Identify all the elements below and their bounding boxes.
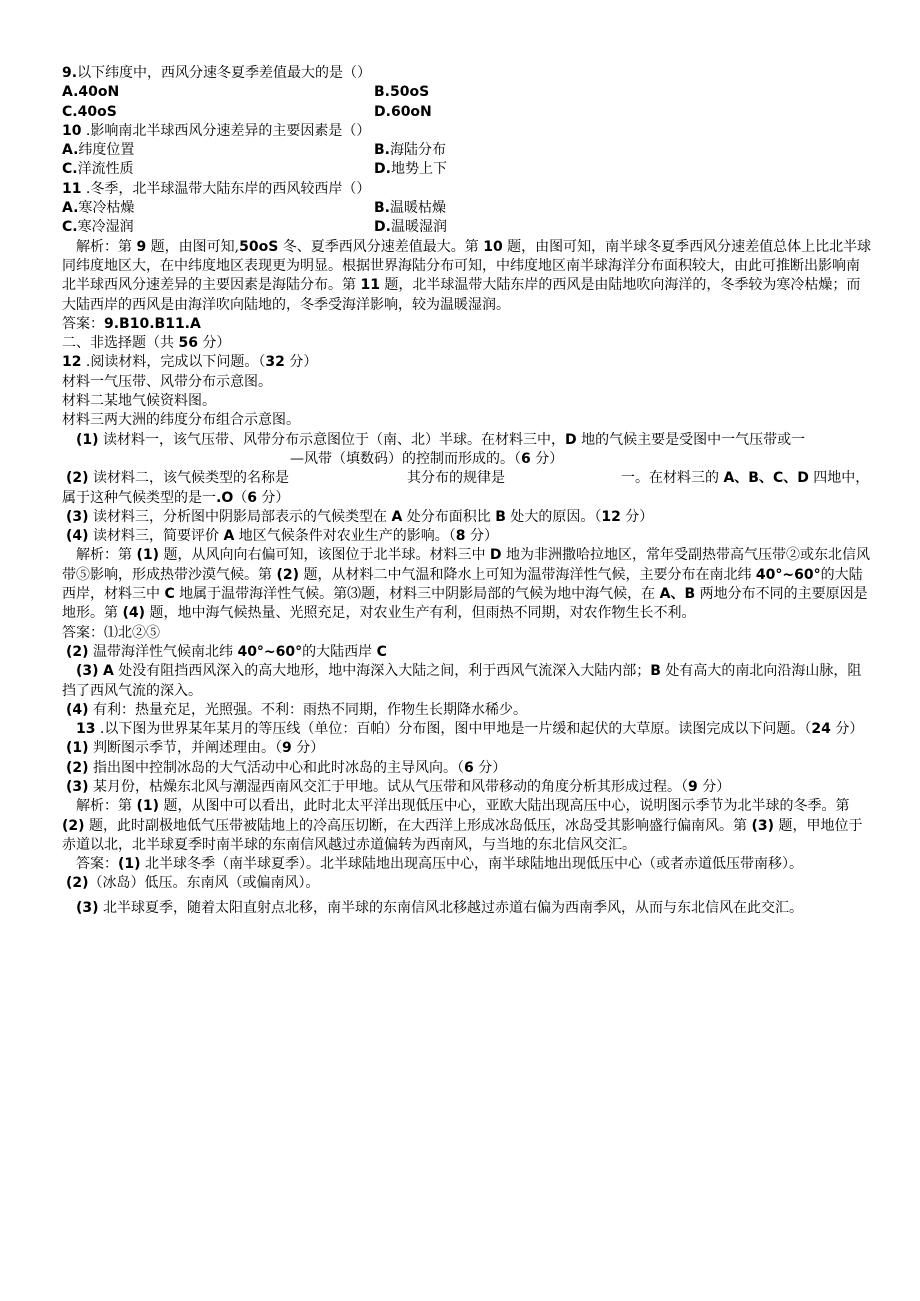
explanation-13: 解析：第 (1) 题，从图中可以看出，此时北太平洋出现低压中心，亚欧大陆出现高压中心，说明图示季节为北半球的冬季。第 (2) 题，此时副极地低气压带被陆地上的冷高压切断，在大西洋上形成冰岛低压，冰岛受其影响盛行偏南风。第 (3) 题，甲地位于赤道以北，北半球夏季时南半球的东南信风越过赤道偏转为西南风，与当地的东北信风交汇。 xyxy=(62,798,863,853)
q12-sub-3: (3) 读材料三，分析图中阴影局部表示的气候类型在 A 处分布面积比 B 处大的原因。（12 分） xyxy=(66,508,654,525)
document-page xyxy=(62,64,872,920)
section-2-heading: 二、非选择题（共 56 分） xyxy=(62,335,231,352)
explanation-12: 解析：第 (1) 题，从风向向右偏可知，该图位于北半球。材料三中 D 地为非洲撒哈拉地区，常年受副热带高气压带②或东北信风带⑤影响，形成热带沙漠气候。第 (2) 题，从材料二中气温和降水上可知为温带海洋性气候，主要分布在南北纬 40°~60°的大陆西岸，材料三中 C 地属于温带海洋性气候。第⑶题，材料三中阴影局部的气候为地中海气候，在 A、B 两地分布不同的主要原因是地形。第 (4) 题，地中海气候热量、光照充足，对农业生产有利，但雨热不同期，对农作物生长不利。 xyxy=(62,547,870,622)
q12-sub-4: (4) 读材料三，简要评价 A 地区气候条件对农业生产的影响。（8 分） xyxy=(66,528,498,545)
q13-sub-2: (2) 指出图中控制冰岛的大气活动中心和此时冰岛的主导风向。（6 分） xyxy=(66,759,507,776)
q13-sub-3: (3) 某月份，枯燥东北风与潮湿西南风交汇于甲地。试从气压带和风带移动的角度分析其形成过程。（9 分） xyxy=(66,778,731,795)
q9-option-d: D.60oN xyxy=(374,103,432,120)
q11-options-row2 xyxy=(62,218,872,237)
q11-options-row1 xyxy=(62,199,872,218)
answer-13-1: 答案：(1) 北半球冬季（南半球夏季）。北半球陆地出现高压中心，南半球陆地出现低压中心（或者赤道低压带南移）。 xyxy=(76,856,803,873)
q11-option-a: A.寒冷枯燥 xyxy=(62,200,135,217)
q9-option-b: B.50oS xyxy=(374,84,430,101)
q11-option-d: D.温暖湿润 xyxy=(374,219,447,236)
q9-options-row1 xyxy=(62,83,872,102)
q10-option-c: C.洋流性质 xyxy=(62,161,134,178)
answer-12-2: (2) 温带海洋性气候南北纬 40°~60°的大陆西岸 C xyxy=(66,643,387,660)
q9-stem: 9.以下纬度中，西风分速冬夏季差值最大的是（） xyxy=(62,65,372,81)
q12-material-1: 材料一气压带、风带分布示意图。 xyxy=(62,373,272,390)
q10-option-d: D.地势上下 xyxy=(374,161,447,178)
q12-sub-1: (1) 读材料一，该气压带、风带分布示意图位于（南、北）半球。在材料三中，D 地的气候主要是受图中一气压带或一—风带（填数码）的控制而形成的。（6 分） xyxy=(76,431,806,467)
answer-13-3: (3) 北半球夏季，随着太阳直射点北移，南半球的东南信风北移越过赤道右偏为西南季风，从而与东北信风在此交汇。 xyxy=(76,899,803,916)
q11-option-c: C.寒冷湿润 xyxy=(62,219,134,236)
answer-13-2: (2)（冰岛）低压。东南风（或偏南风）。 xyxy=(66,875,320,892)
q10-option-a: A.纬度位置 xyxy=(62,142,135,159)
q13-sub-1: (1) 判断图示季节，并阐述理由。（9 分） xyxy=(66,740,325,757)
q9-options-row2 xyxy=(62,103,872,122)
q12-material-2: 材料二某地气候资料图。 xyxy=(62,393,216,410)
q11-option-b: B.温暖枯燥 xyxy=(374,200,446,217)
q12-sub-2: (2) 读材料二，该气候类型的名称是 其分布的规律是 一。在材料三的 A、B、C、D 四地中，属于这种气候类型的是一.O（6 分） xyxy=(62,470,870,506)
q12-stem: 12 .阅读材料，完成以下问题。（32 分） xyxy=(62,354,318,371)
q9-option-a: A.40oN xyxy=(62,84,120,101)
answer-12-1: 答案：⑴北②⑤ xyxy=(62,624,160,641)
q11-stem: 11 .冬季，北半球温带大陆东岸的西风较西岸（） xyxy=(62,180,371,197)
q12-material-3: 材料三两大洲的纬度分布组合示意图。 xyxy=(62,412,300,429)
q10-stem: 10 .影响南北半球西风分速差异的主要因素是（） xyxy=(62,122,371,139)
answer-12-3: (3) A 处没有阻挡西风深入的高大地形，地中海深入大陆之间，利于西风气流深入大陆内部；B 处有高大的南北向沿海山脉，阻挡了西风气流的深入。 xyxy=(62,663,862,699)
q10-options-row1 xyxy=(62,141,872,160)
q10-options-row2 xyxy=(62,160,872,179)
explanation-9-11: 解析：第 9 题，由图可知,50oS 冬、夏季西风分速差值最大。第 10 题，由图可知，南半球冬夏季西风分速差值总体上比北半球同纬度地区大，在中纬度地区表现更为明显。根据世界海陆分布可知，中纬度地区南半球海洋分布面积较大，由此可推断出影响南北半球西风分速差异的主要因素是海陆分布。第 11 题，北半球温带大陆东岸的西风是由陆地吹向海洋的，冬季较为寒冷枯燥；而大陆西岸的西风是由海洋吹向陆地的，冬季受海洋影响，较为温暖湿润。 xyxy=(62,238,872,313)
answer-9-11: 答案：9.B10.B11.A xyxy=(62,315,201,332)
q9-option-c: C.40oS xyxy=(62,103,117,120)
q10-option-b: B.海陆分布 xyxy=(374,142,446,159)
q13-stem: 13 .以下图为世界某年某月的等压线（单位：百帕）分布图，图中甲地是一片缓和起伏的大草原。读图完成以下问题。（24 分） xyxy=(76,721,864,738)
answer-12-4: (4) 有利：热量充足，光照强。不利：雨热不同期，作物生长期降水稀少。 xyxy=(66,701,527,718)
